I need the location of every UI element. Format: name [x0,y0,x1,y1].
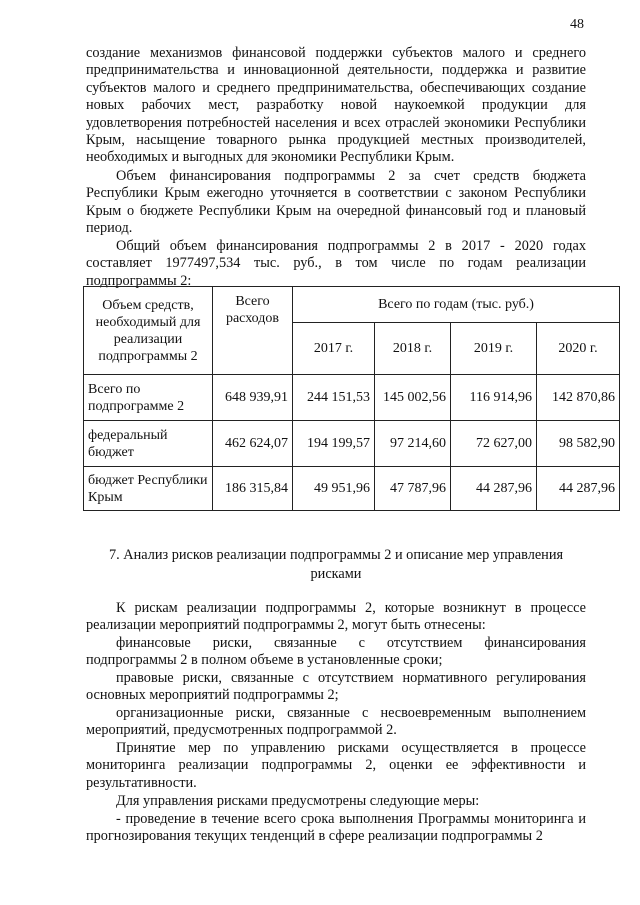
row-value: 145 002,56 [375,375,451,421]
financial-risks-paragraph: финансовые риски, связанные с отсутствием финансирования подпрограммы 2 в полном объеме в установленные сроки; [86,635,586,669]
header-by-years: Всего по годам (тыс. руб.) [293,287,620,323]
row-value: 116 914,96 [451,375,537,421]
row-value: 244 151,53 [293,375,375,421]
table-row [84,375,620,421]
row-value: 49 951,96 [293,467,375,511]
risks-intro-paragraph: К рискам реализации подпрограммы 2, которые возникнут в процессе реализации мероприятий подпрограммы 2, могут быть отнесены: [86,600,586,634]
table-row [84,467,620,511]
funding-table [83,286,620,511]
row-total: 462 624,07 [213,421,293,467]
row-label: Всего по подпрограмме 2 [84,375,213,421]
row-total: 648 939,91 [213,375,293,421]
measures-intro-paragraph: Для управления рисками предусмотрены следующие меры: [116,793,480,809]
row-label: федеральный бюджет [84,421,213,467]
measure-item: - проведение в течение всего срока выполнения Программы мониторинга и прогнозирования текущих тенденций в сфере реализации подпрограммы 2 [86,811,586,845]
row-value: 47 787,96 [375,467,451,511]
row-value: 44 287,96 [537,467,620,511]
row-value: 98 582,90 [537,421,620,467]
page-number: 48 [570,17,584,32]
table-row [84,421,620,467]
row-value: 97 214,60 [375,421,451,467]
row-value: 194 199,57 [293,421,375,467]
row-total: 186 315,84 [213,467,293,511]
intro-paragraph: создание механизмов финансовой поддержки субъектов малого и среднего предпринимательства и инновационной деятельности, поддержка и развитие субъектов малого и среднего предпринимательства, обеспечивающих создание новых рабочих мест, разработку новой наукоемкой продукции для удовлетворения потребностей населения и всех отраслей экономики Республики Крым, насыщение товарного рынка продукцией местных производителей, необходимых и выгодных для экономики Республики Крым. [86,45,586,166]
section-heading: 7. Анализ рисков реализации подпрограммы 2 и описание мер управления рисками [108,547,564,582]
total-funding-paragraph: Общий объем финансирования подпрограммы 2 в 2017 - 2020 годах составляет 1977497,534 тыс. руб., в том числе по годам реализации подпрограммы 2: [86,238,586,289]
row-value: 72 627,00 [451,421,537,467]
table-header-row [84,287,620,323]
row-value: 142 870,86 [537,375,620,421]
row-label: бюджет Республики Крым [84,467,213,511]
row-value: 44 287,96 [451,467,537,511]
header-year: 2019 г. [451,323,537,375]
funding-paragraph: Объем финансирования подпрограммы 2 за счет средств бюджета Республики Крым ежегодно уточняется в соответствии с законом Республики Крым о бюджете Республики Крым на очередной финансовый год и плановый период. [86,168,586,237]
header-funding-label: Объем средств, необходимый для реализации подпрограммы 2 [84,287,213,375]
legal-risks-paragraph: правовые риски, связанные с отсутствием нормативного регулирования основных мероприятий подпрограммы 2; [86,670,586,704]
header-year: 2018 г. [375,323,451,375]
organizational-risks-paragraph: организационные риски, связанные с несвоевременным выполнением мероприятий, предусмотренных подпрограммой 2. [86,705,586,739]
header-year: 2020 г. [537,323,620,375]
risk-management-paragraph: Принятие мер по управлению рисками осуществляется в процессе мониторинга реализации подпрограммы 2, оценки ее эффективности и результативности. [86,740,586,791]
header-year: 2017 г. [293,323,375,375]
header-total: Всего расходов [213,287,293,375]
